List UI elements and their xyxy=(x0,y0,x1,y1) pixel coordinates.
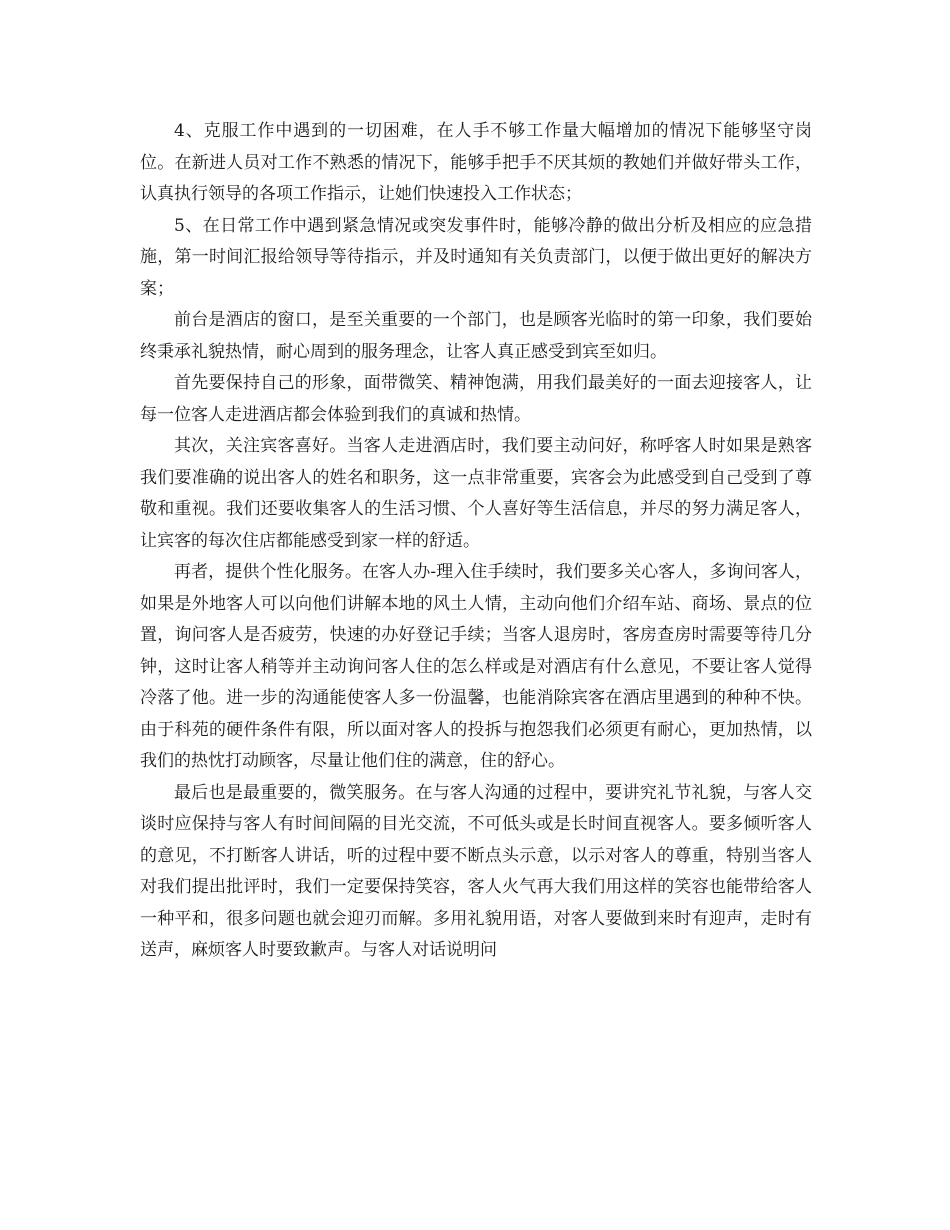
paragraph-guest-preferences: 其次，关注宾客喜好。当客人走进酒店时，我们要主动问好，称呼客人时如果是熟客我们要准确的说出客人的姓名和职务，这一点非常重要，宾客会为此感受到自己受到了尊敬和重视。我们还要收集客人的生活习惯、个人喜好等生活信息，并尽的努力满足客人，让宾客的每次住店都能感受到家一样的舒适。 xyxy=(140,436,812,551)
paragraph-first-image: 首先要保持自己的形象，面带微笑、精神饱满，用我们最美好的一面去迎接客人，让每一位客人走进酒店都会体验到我们的真诚和热情。 xyxy=(140,373,812,425)
paragraph-personalized-service: 再者，提供个性化服务。在客人办-理入住手续时，我们要多关心客人，多询问客人，如果是外地客人可以向他们讲解本地的风土人情，主动向他们介绍车站、商场、景点的位置，询问客人是否疲劳，快速的办好登记手续；当客人退房时，客房查房时需要等待几分钟，这时让客人稍等并主动询问客人住的怎么样或是对酒店有什么意见，不要让客人觉得冷落了他。进一步的沟通能使客人多一份温馨，也能消除宾客在酒店里遇到的种种不快。由于科苑的硬件条件有限，所以面对客人的投拆与抱怨我们必须更有耐心，更加热情，以我们的热忱打动顾客，尽量让他们住的满意，住的舒心。 xyxy=(140,562,812,771)
paragraph-item-4: 4、克服工作中遇到的一切困难，在人手不够工作量大幅增加的情况下能够坚守岗位。在新进人员对工作不熟悉的情况下，能够手把手不厌其烦的教她们并做好带头工作，认真执行领导的各项工作指示，让她们快速投入工作状态； xyxy=(140,121,812,204)
document-body xyxy=(140,116,812,967)
paragraph-front-desk: 前台是酒店的窗口，是至关重要的一个部门，也是顾客光临时的第一印象，我们要始终秉承礼貌热情，耐心周到的服务理念，让客人真正感受到宾至如归。 xyxy=(140,310,812,362)
paragraph-smile-service: 最后也是最重要的，微笑服务。在与客人沟通的过程中，要讲究礼节礼貌，与客人交谈时应保持与客人有时间间隔的目光交流，不可低头或是长时间直视客人。要多倾听客人的意见，不打断客人讲话，听的过程中要不断点头示意，以示对客人的尊重，特别当客人对我们提出批评时，我们一定要保持笑容，客人火气再大我们用这样的笑容也能带给客人一种平和，很多问题也就会迎刃而解。多用礼貌用语，对客人要做到来时有迎声，走时有送声，麻烦客人时要致歉声。与客人对话说明问 xyxy=(140,782,812,960)
paragraph-item-5: 5、在日常工作中遇到紧急情况或突发事件时，能够冷静的做出分析及相应的应急措施，第一时间汇报给领导等待指示，并及时通知有关负责部门，以便于做出更好的解决方案； xyxy=(140,215,812,299)
